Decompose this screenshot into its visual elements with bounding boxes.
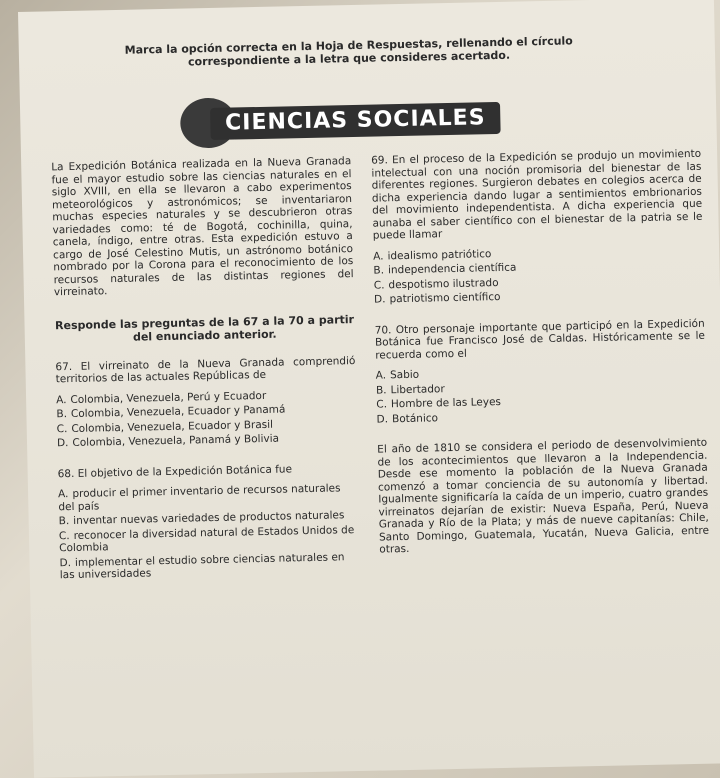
option-68-b[interactable]: B. inventar nuevas variedades de productos naturales — [58, 509, 345, 528]
exam-page — [18, 0, 720, 778]
question-69-options — [373, 243, 704, 306]
option-67-d[interactable]: D. Colombia, Venezuela, Panamá y Bolivia — [56, 432, 280, 450]
option-69-d[interactable]: D. patriotismo científico — [373, 290, 501, 306]
option-69-a[interactable]: A. idealismo patriótico — [373, 247, 492, 263]
right-column — [371, 148, 709, 556]
option-70-b[interactable]: B. Libertador — [375, 382, 445, 397]
option-68-a[interactable]: A. producir el primer inventario de recursos naturales del país — [57, 482, 341, 513]
option-67-c[interactable]: C. Colombia, Venezuela, Ecuador y Brasil — [56, 418, 274, 435]
question-70-options — [376, 363, 707, 426]
question-67-options — [56, 388, 357, 450]
question-68-options — [58, 482, 360, 582]
section-title: CIENCIAS SOCIALES — [210, 102, 501, 140]
instructions: Marca la opción correcta en la Hoja de Respuestas, rellenando el círculo correspondiente a la letra que consideres acertado. — [124, 34, 573, 69]
option-69-b[interactable]: B. independencia científica — [373, 261, 517, 277]
option-70-c[interactable]: C. Hombre de las Leyes — [376, 395, 502, 411]
question-67-stem: 67. El virreinato de la Nueva Granada comprendió territorios de las actuales Repúblicas de — [55, 354, 356, 386]
question-68-stem: 68. El objetivo de la Expedición Botánica fue — [57, 462, 293, 480]
left-column — [51, 155, 360, 600]
section-banner — [180, 92, 501, 149]
option-67-a[interactable]: A. Colombia, Venezuela, Perú y Ecuador — [56, 389, 267, 406]
second-passage: El año de 1810 se considera el periodo de desenvolvimiento de los acontecimientos que llevaron a la Independencia. Desde ese momento la población de la Nueva Granada comenzó a tomar conciencia de su autonomía y libertad. Igualmente significaría la caída de un imperio, cuatro grandes virreinatos dejarían de existir: Nueva España, Perú, Nueva Granada y Río de la Plata; y más de nueve capitanías: Chile, Santo Domingo, Guatemala, Yucatán, Nueva Galicia, entre otras. — [377, 436, 710, 556]
option-68-c[interactable]: C. reconocer la diversidad natural de Estados Unidos de Colombia — [58, 523, 355, 555]
option-68-d[interactable]: D. implementar el estudio sobre ciencias naturales en las universidades — [59, 550, 345, 582]
option-67-b[interactable]: B. Colombia, Venezuela, Ecuador y Panamá — [56, 403, 286, 421]
reading-passage: La Expedición Botánica realizada en la Nueva Granada fue el mayor estudio sobre las ciencias naturales en el siglo XVIII, en ella se llevaron a cabo experimentos meteorológicos y astronómicos; se inventariaron muchas especies naturales y se descubrieron otras variedades como: té de Bogotá, cochinilla, quina, canela, índigo, entre otras. Esta expedición estuvo a cargo de José Celestino Mutis, un astrónomo botánico nombrado por la Corona para el reconocimiento de los recursos naturales de las distintas regiones del virreinato. — [51, 155, 354, 299]
option-69-c[interactable]: C. despotismo ilustrado — [373, 276, 499, 292]
questions-subheading: Responde las preguntas de la 67 a la 70 a partir del enunciado anterior. — [54, 312, 355, 344]
option-70-a[interactable]: A. Sabio — [375, 368, 420, 382]
question-70-stem: 70. Otro personaje importante que participó en la Expedición Botánica fue Francisco José de Caldas. Históricamente se le recuerda como el — [374, 317, 706, 362]
option-70-d[interactable]: D. Botánico — [376, 411, 439, 426]
question-69-stem: 69. En el proceso de la Expedición se produjo un movimiento intelectual con una noción promisoria del bienestar de las diferentes regiones. Surgieron debates en colegios acerca de dicha experiencia dando lugar a sentimientos embrionarios del movimiento independentista. A dicha experiencia que aunaba el saber científico con el bienestar de la patria se le puede llamar — [371, 147, 703, 242]
